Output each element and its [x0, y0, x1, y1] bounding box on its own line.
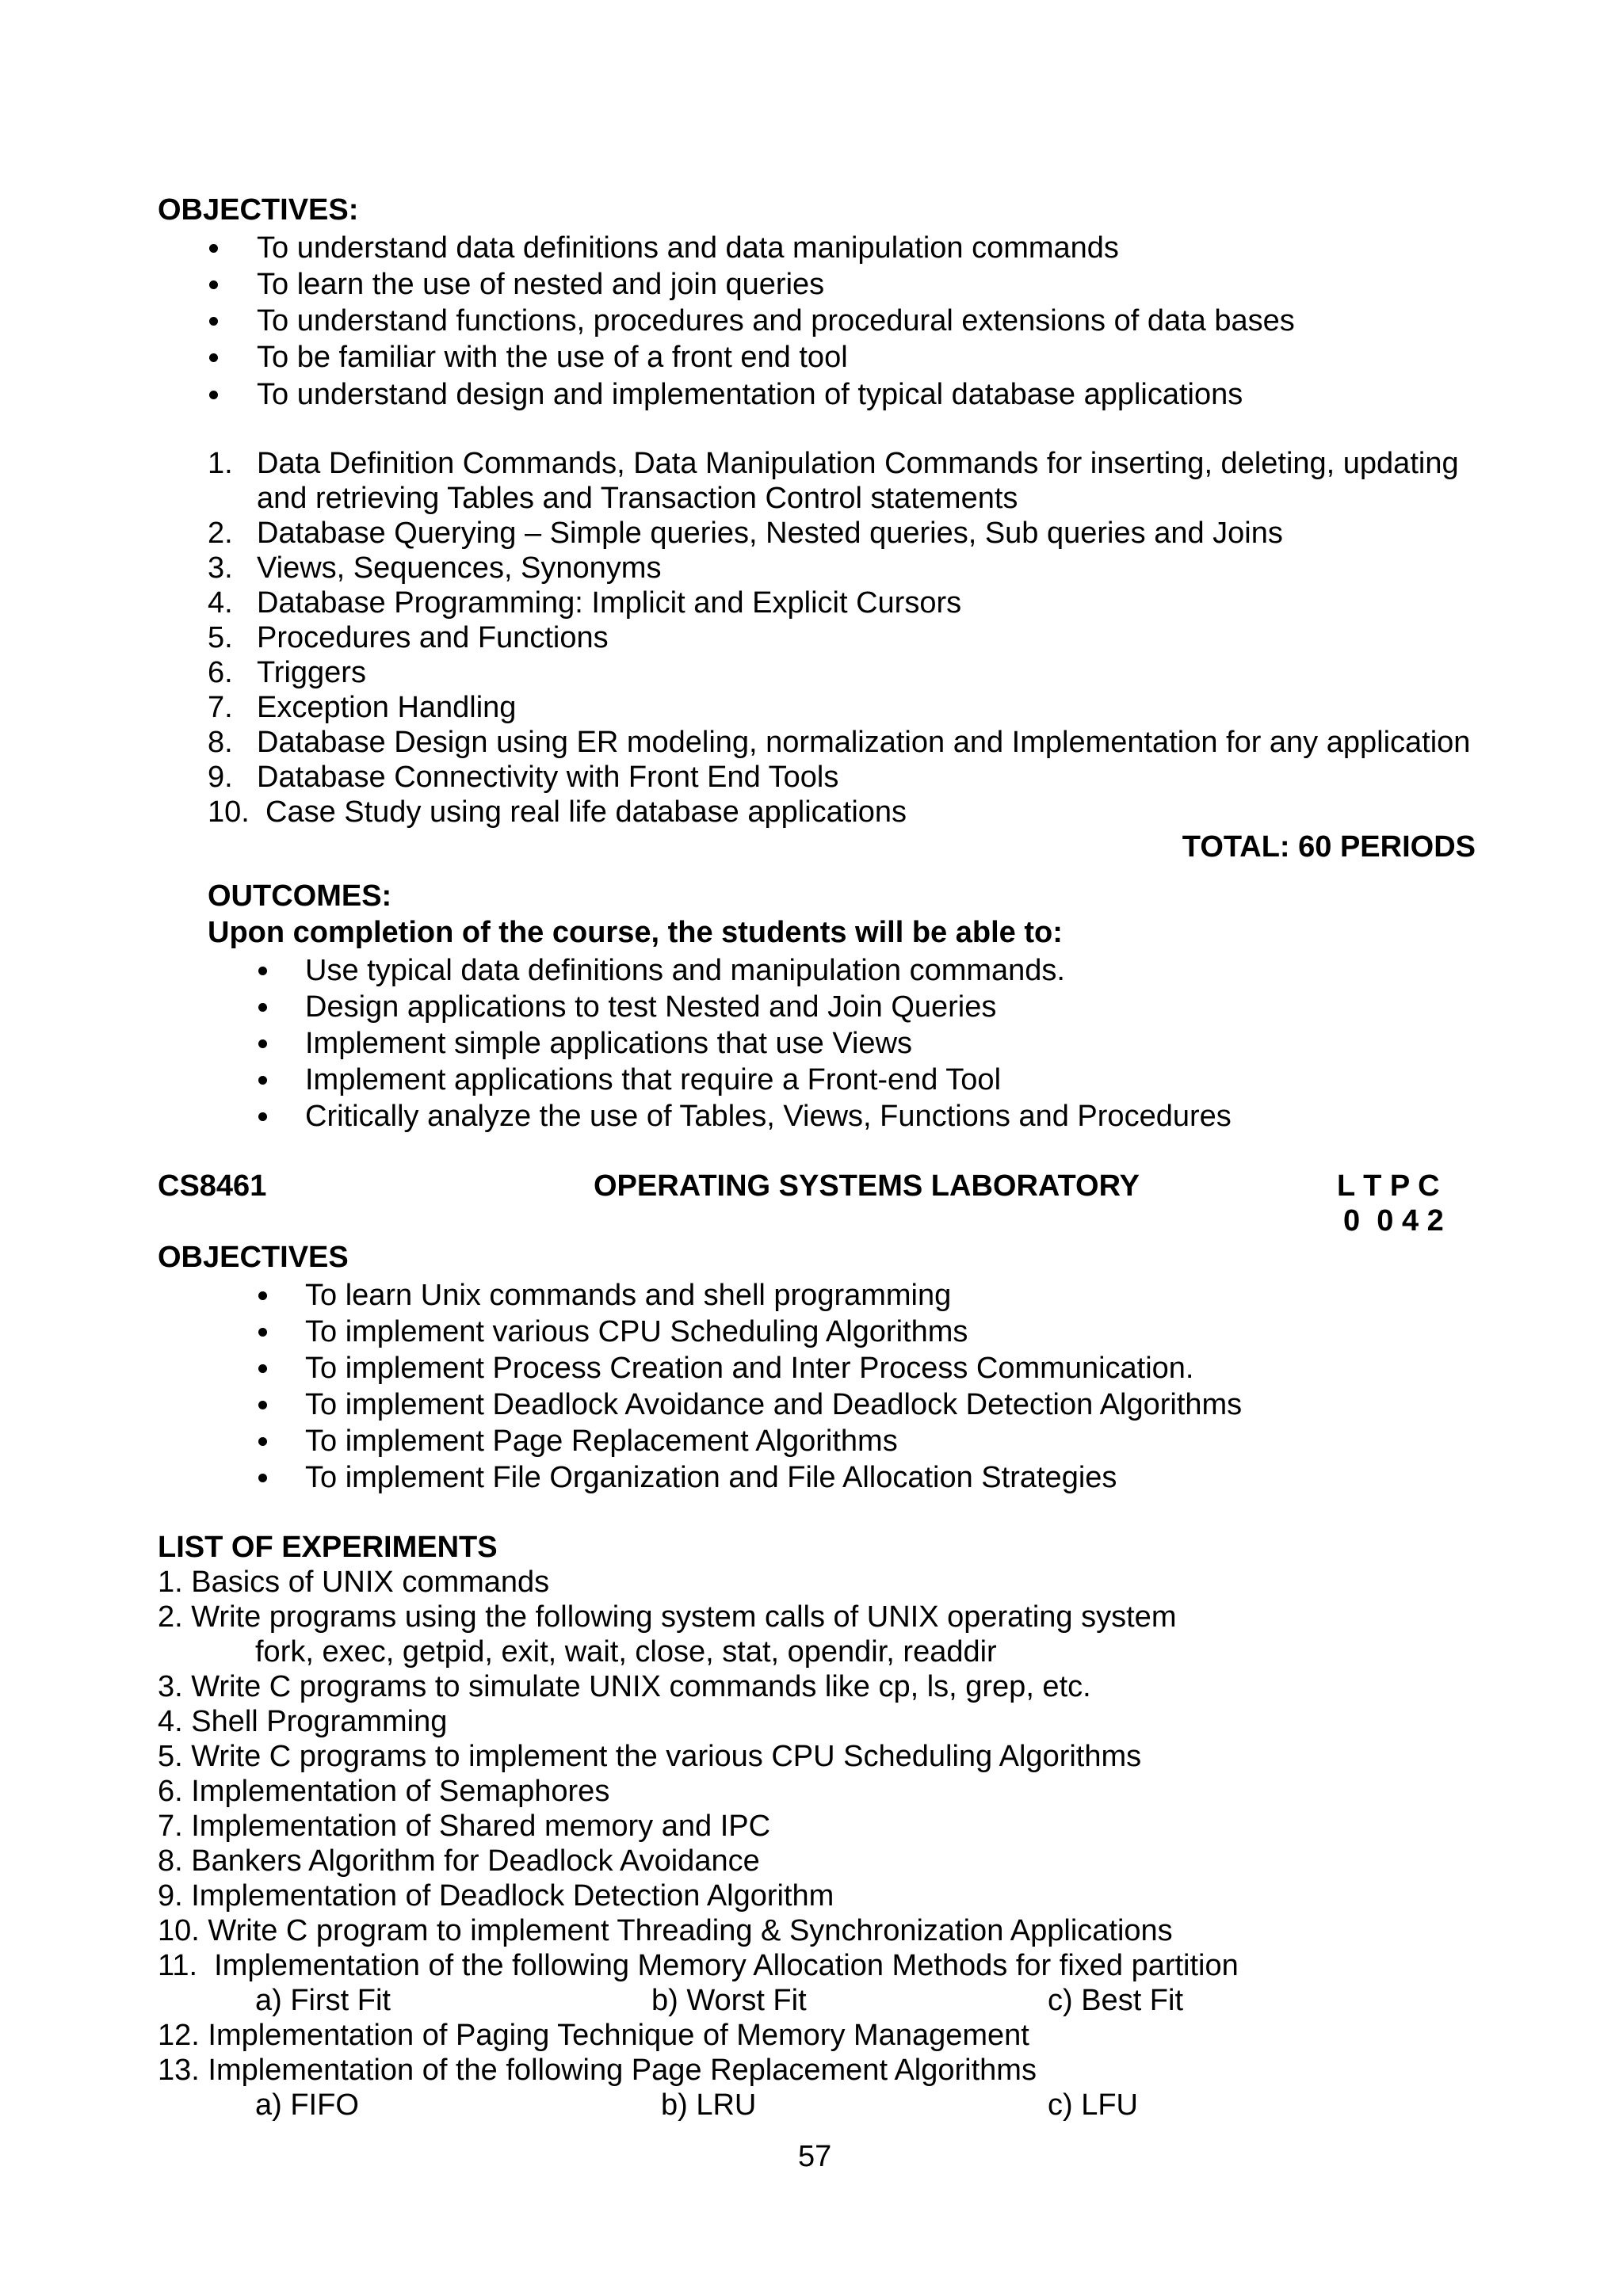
os-experiment-item: 8. Bankers Algorithm for Deadlock Avoidance	[158, 1844, 760, 1878]
os-experiment-item: 11. Implementation of the following Memory Allocation Methods for fixed partition	[158, 1949, 1239, 1982]
outcomes-heading: OUTCOMES:	[208, 879, 392, 913]
total-periods: TOTAL: 60 PERIODS	[1182, 830, 1476, 864]
outcomes-intro: Upon completion of the course, the students will be able to:	[208, 916, 1063, 949]
os-experiment-item: 1. Basics of UNIX commands	[158, 1566, 550, 1599]
os-experiment-item: 2. Write programs using the following system calls of UNIX operating system	[158, 1600, 1177, 1634]
course-title: OPERATING SYSTEMS LABORATORY	[594, 1169, 1140, 1203]
ltpc-values: 0 0 4 2	[1343, 1204, 1444, 1238]
ltpc-label: L T P C	[1337, 1169, 1440, 1203]
page-algorithm-lru: b) LRU	[661, 2088, 757, 2122]
experiments-heading: LIST OF EXPERIMENTS	[158, 1531, 498, 1564]
os-experiment-item: 5. Write C programs to implement the various CPU Scheduling Algorithms	[158, 1740, 1142, 1773]
os-experiment-continuation: fork, exec, getpid, exit, wait, close, stat, opendir, readdir	[255, 1635, 997, 1669]
os-experiment-item: 4. Shell Programming	[158, 1705, 448, 1738]
memory-method-best-fit: c) Best Fit	[1048, 1984, 1184, 2017]
os-experiment-item: 3. Write C programs to simulate UNIX commands like cp, ls, grep, etc.	[158, 1670, 1091, 1703]
os-experiment-item: 13. Implementation of the following Page Replacement Algorithms	[158, 2054, 1037, 2087]
os-experiment-item: 9. Implementation of Deadlock Detection Algorithm	[158, 1879, 834, 1913]
os-experiment-item: 6. Implementation of Semaphores	[158, 1775, 610, 1808]
memory-method-first-fit: a) First Fit	[255, 1984, 391, 2017]
os-objectives-heading: OBJECTIVES	[158, 1241, 349, 1274]
page-algorithm-lfu: c) LFU	[1048, 2088, 1138, 2122]
document-page: OBJECTIVES: To understand data definitions and data manipulation commands To learn the use of nested and join queries To understand functions, procedures and procedural extensions of data bases To be familiar with the use of a front end tool To understand design and implementation of typical database applications 1. Data Definition Commands, Data Manipulation Commands for inserting, deleting, updating and retrieving Tables and Transaction Control statements 2. Database Querying – Simple queries, Nested queries, Sub queries and Joins 3. Views, Sequences, Synonyms 4. Database Programming: Implicit and Explicit Cursors 5. Procedures and Functions 6. Triggers 7. Exception Handling 8. Database Design using ER modeling, normalization and Implementation for any application 9. Database Connectivity with Front End Tools 10. Case Study using real life database applications TOTAL: 60 PERIODS OUTCOMES: Upon completion of the course, the students will be able to: Use typical data definitions and manipulation commands. Design applications to test Nested and Join Queries Implement simple applications that use Views Implement applications that require a Front-end Tool Critically analyze the use of Tables, Views, Functions and Procedures CS8461 OPERATING SYSTEMS LABORATORY L T P C 0 0 4 2 OBJECTIVES To learn Unix commands and shell programming To implement various CPU Scheduling Algorithms To implement Process Creation and Inter Process Communication. To implement Deadlock Avoidance and Deadlock Detection Algorithms To implement Page Replacement Algorithms To implement File Organization and File Allocation Strategies LIST OF EXPERIMENTS 1. Basics of UNIX commands 2. Write programs using the following system calls of UNIX operating system fork, exec, getpid, exit, wait, close, stat, opendir, readdir 3. Write C programs to simulate UNIX commands like cp, ls, grep, etc. 4. Shell Programming 5. Write C programs to implement the various CPU Scheduling Algorithms 6. Implementation of Semaphores 7. Implementation of Shared memory and IPC 8. Bankers Algorithm for Deadlock Avoidance 9. Implementation of Deadlock Detection Algorithm 10. Write C program to implement Threading & Synchronization Applications 11. Implementation of the following Memory Allocation Methods for fixed partition a) First Fit b) Worst Fit c) Best Fit 12. Implementation of Paging Technique of Memory Management 13. Implementation of the following Page Replacement Algorithms a) FIFO b) LRU c) LFU 57	[158, 193, 1476, 2173]
page-algorithm-fifo: a) FIFO	[255, 2088, 359, 2122]
course-code: CS8461	[158, 1169, 267, 1203]
page-number: 57	[798, 2140, 832, 2173]
os-experiment-item: 7. Implementation of Shared memory and IPC	[158, 1810, 771, 1843]
os-experiment-item: 10. Write C program to implement Threading & Synchronization Applications	[158, 1914, 1173, 1947]
objectives-heading: OBJECTIVES:	[158, 193, 359, 227]
os-experiment-item: 12. Implementation of Paging Technique of Memory Management	[158, 2019, 1029, 2052]
memory-method-worst-fit: b) Worst Fit	[651, 1984, 807, 2017]
